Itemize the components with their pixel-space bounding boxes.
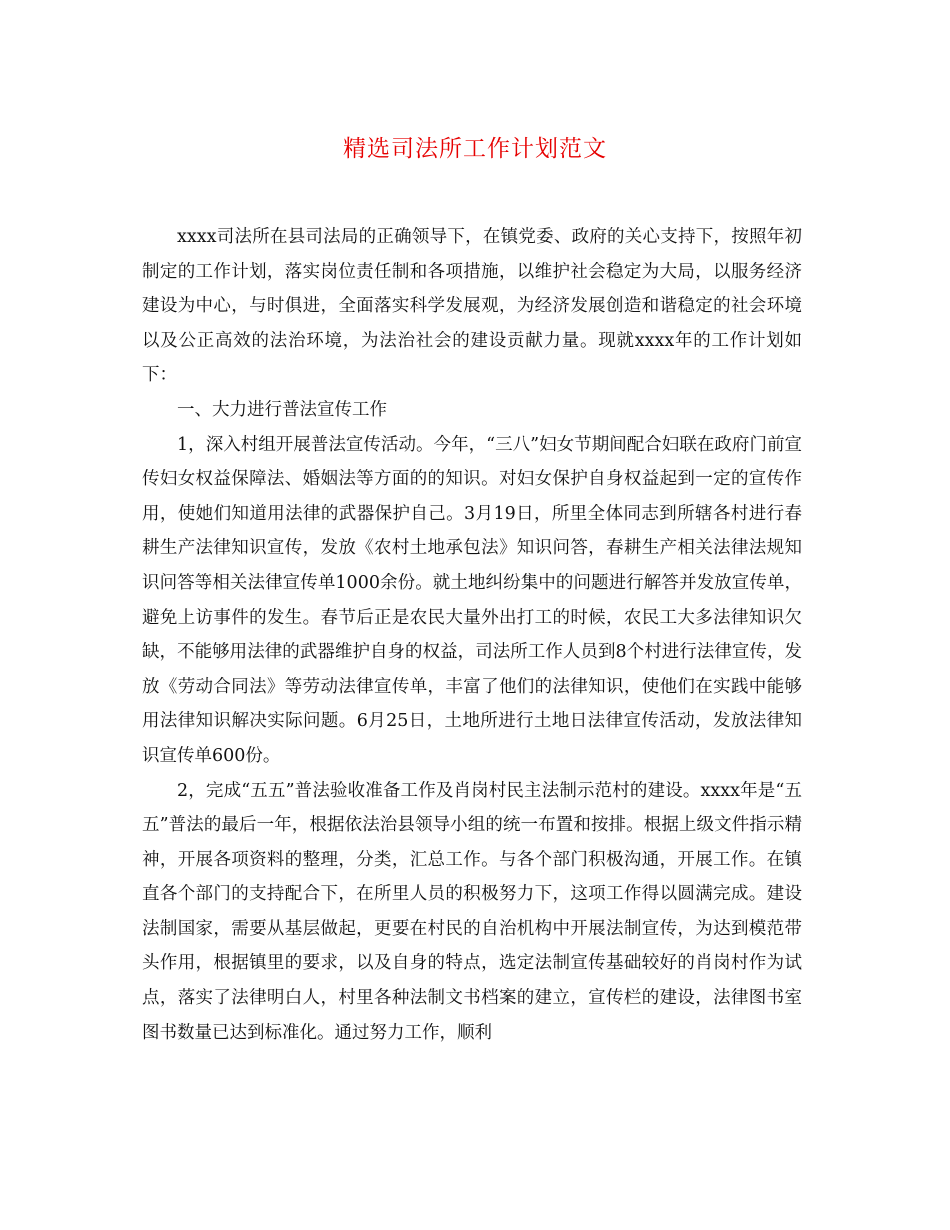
paragraph-item-2: 2，完成“五五”普法验收准备工作及肖岗村民主法制示范村的建设。xxxx年是“五五”普法的最后一年，根据依法治县领导小组的统一布置和按排。根据上级文件指示精神，开展各项资料的整理，分类，汇总工作。与各个部门积极沟通，开展工作。在镇直各个部门的支持配合下，在所里人员的积极努力下，这项工作得以圆满完成。建设法制国家，需要从基层做起，更要在村民的自治机构中开展法制宣传，为达到模范带头作用，根据镇里的要求，以及自身的特点，选定法制宣传基础较好的肖岗村作为试点，落实了法律明白人，村里各种法制文书档案的建立，宣传栏的建设，法律图书室图书数量已达到标准化。通过努力工作，顺利 [142,780,802,1043]
document-body [142,220,802,1050]
paragraph-item-1: 1，深入村组开展普法宣传活动。今年，“三八”妇女节期间配合妇联在政府门前宣传妇女权益保障法、婚姻法等方面的的知识。对妇女保护自身权益起到一定的宣传作用，使她们知道用法律的武器保护自己。3月19日，所里全体同志到所辖各村进行春耕生产法律知识宣传，发放《农村土地承包法》知识问答，春耕生产相关法律法规知识问答等相关法律宣传单1000余份。就土地纠纷集中的问题进行解答并发放宣传单，避免上访事件的发生。春节后正是农民大量外出打工的时候，农民工大多法律知识欠缺，不能够用法律的武器维护自身的权益，司法所工作人员到8个村进行法律宣传，发放《劳动合同法》等劳动法律宣传单，丰富了他们的法律知识，使他们在实践中能够用法律知识解决实际问题。6月25日，土地所进行土地日法律宣传活动，发放法律知识宣传单600份。 [142,434,802,766]
paragraph-section-heading: 一、大力进行普法宣传工作 [177,399,387,420]
document-title: 精选司法所工作计划范文 [343,136,607,162]
paragraph-intro: xxxx司法所在县司法局的正确领导下，在镇党委、政府的关心支持下，按照年初制定的工作计划，落实岗位责任制和各项措施，以维护社会稳定为大局，以服务经济建设为中心，与时俱进，全面落实科学发展观，为经济发展创造和谐稳定的社会环境以及公正高效的法治环境，为法治社会的建设贡献力量。现就xxxx年的工作计划如下： [142,227,802,386]
